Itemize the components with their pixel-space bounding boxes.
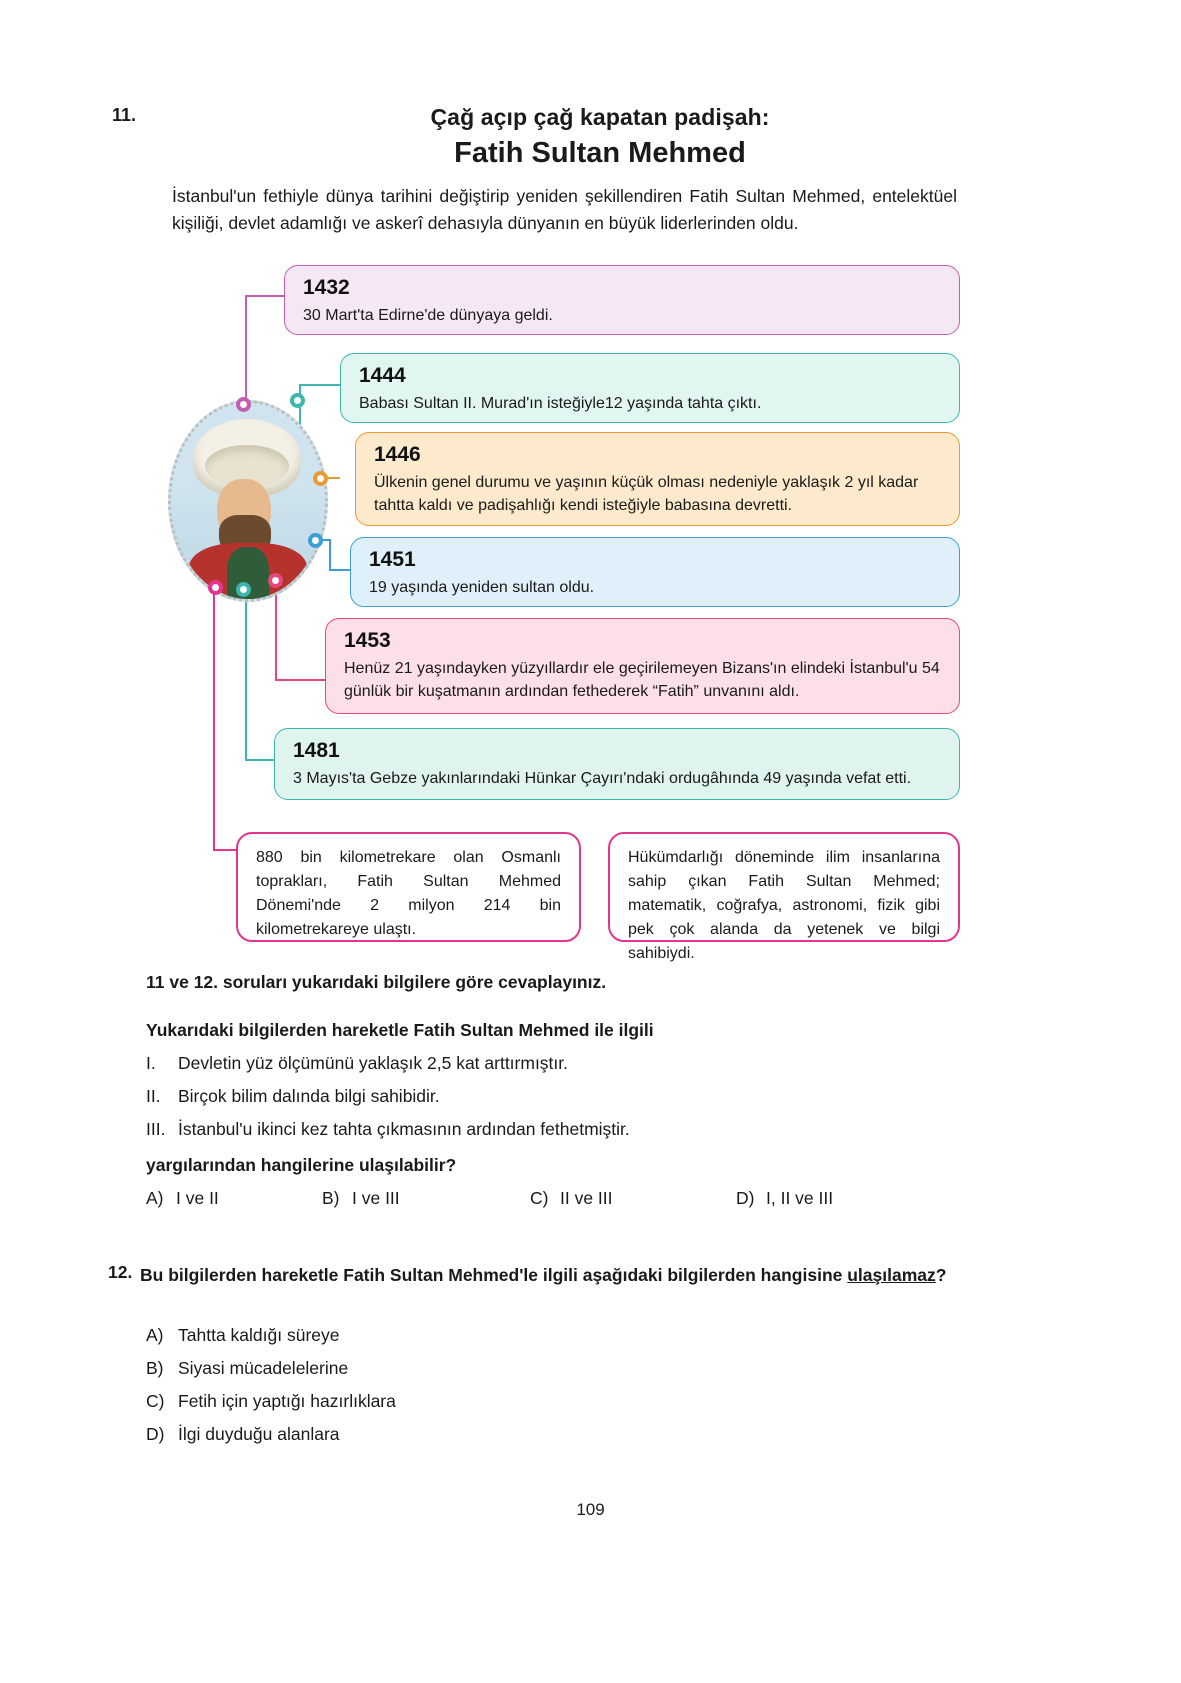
intro-paragraph: İstanbul'un fethiyle dünya tarihini değiştirip yeniden şekillendiren Fatih Sultan Mehmed, entelektüel kişiliği, devlet adamlığı ve askerî dehasıyla dünyanın en büyük liderlerinden oldu.: [172, 186, 957, 234]
callout-territory: [236, 832, 581, 942]
question-11-item-1-marker: I.: [146, 1053, 156, 1073]
question-11-option-c-marker[interactable]: C): [530, 1188, 549, 1208]
timeline-node-callout: [208, 580, 223, 595]
question-11-item-2-marker: II.: [146, 1086, 161, 1106]
timeline-event-text: Henüz 21 yaşındayken yüzyıllardır ele geçirilemeyen Bizans'ın elindeki İstanbul'u 54 günlük bir kuşatmanın ardından fethederek “Fatih” unvanını aldı.: [344, 660, 940, 701]
question-11-stem: Yukarıdaki bilgilerden hareketle Fatih Sultan Mehmed ile ilgili: [146, 1020, 654, 1040]
question-12-option-c-marker[interactable]: C): [146, 1391, 165, 1411]
question-12-option-c-text[interactable]: Fetih için yaptığı hazırlıklara: [178, 1391, 396, 1411]
page-subtitle: Çağ açıp çağ kapatan padişah:: [430, 104, 770, 130]
question-11-closing: yargılarından hangilerine ulaşılabilir?: [146, 1155, 457, 1175]
timeline-node-1432: [236, 397, 251, 412]
timeline-event-text: 3 Mayıs'ta Gebze yakınlarındaki Hünkar Çayırı'ndaki ordugâhında 49 yaşında vefat etti.: [293, 770, 912, 787]
timeline-node-1453: [268, 573, 283, 588]
timeline-node-1444: [290, 393, 305, 408]
question-11-item-3-text: İstanbul'u ikinci kez tahta çıkmasının ardından fethetmiştir.: [178, 1119, 630, 1139]
question-12-stem-underlined: ulaşılamaz: [847, 1265, 936, 1285]
question-11-option-d-marker[interactable]: D): [736, 1188, 755, 1208]
portrait-frame: [168, 400, 328, 602]
question-11-option-a-marker[interactable]: A): [146, 1188, 164, 1208]
question-11-item-2-text: Birçok bilim dalında bilgi sahibidir.: [178, 1086, 440, 1106]
questions-instruction: 11 ve 12. soruları yukarıdaki bilgilere göre cevaplayınız.: [146, 972, 607, 992]
timeline-event-text: Ülkenin genel durumu ve yaşının küçük olması nedeniyle yaklaşık 2 yıl kadar tahtta kaldı ve padişahlığı kendi isteğiyle babasına devretti.: [374, 474, 919, 515]
timeline-event-year: 1453: [344, 629, 391, 652]
question-11-item-1-text: Devletin yüz ölçümünü yaklaşık 2,5 kat arttırmıştır.: [178, 1053, 569, 1073]
timeline-event-text: 19 yaşında yeniden sultan oldu.: [369, 579, 595, 596]
portrait-fatih-sultan-mehmed: [168, 400, 322, 596]
timeline-event-1432: [284, 265, 960, 335]
timeline-node-1446: [313, 471, 328, 486]
timeline-event-year: 1451: [369, 548, 416, 571]
timeline-infographic: [0, 250, 1181, 962]
question-12-number: 12.: [108, 1262, 133, 1282]
timeline-event-text: Babası Sultan II. Murad'ın isteğiyle12 yaşında tahta çıktı.: [359, 395, 762, 412]
timeline-event-1446: [355, 432, 960, 526]
question-12-option-a-text[interactable]: Tahtta kaldığı süreye: [178, 1325, 340, 1345]
question-12-stem-part2: ?: [935, 1265, 947, 1285]
timeline-event-text: 30 Mart'ta Edirne'de dünyaya geldi.: [303, 307, 553, 324]
timeline-event-1444: [340, 353, 960, 423]
timeline-event-1451: [350, 537, 960, 607]
timeline-event-year: 1444: [359, 364, 406, 387]
question-12-option-b-marker[interactable]: B): [146, 1358, 164, 1378]
page-number: 109: [576, 1500, 605, 1519]
question-12-option-b-text[interactable]: Siyasi mücadelelerine: [178, 1358, 349, 1378]
timeline-event-year: 1432: [303, 276, 350, 299]
timeline-node-1451: [308, 533, 323, 548]
question-12-option-d-text[interactable]: İlgi duyduğu alanlara: [178, 1424, 340, 1444]
question-12-stem-part1: Bu bilgilerden hareketle Fatih Sultan Mehmed'le ilgili aşağıdaki bilgilerden hangisine: [140, 1265, 848, 1285]
callout-text: Hükümdarlığı döneminde ilim insanlarına sahip çıkan Fatih Sultan Mehmed; matematik, coğrafya, astronomi, fizik gibi pek çok alanda da yetenek ve bilgi sahibiydi.: [628, 849, 940, 962]
question-12-option-a-marker[interactable]: A): [146, 1325, 164, 1345]
timeline-event-1481: [274, 728, 960, 800]
timeline-event-year: 1446: [374, 443, 421, 466]
question-11-item-3-marker: III.: [146, 1119, 166, 1139]
callout-knowledge: [608, 832, 960, 962]
timeline-node-1481: [236, 582, 251, 597]
question-11-option-d-text[interactable]: I, II ve III: [766, 1188, 834, 1208]
question-11-option-a-text[interactable]: I ve II: [176, 1188, 219, 1208]
question-11-option-c-text[interactable]: II ve III: [560, 1188, 613, 1208]
timeline-event-year: 1481: [293, 739, 340, 762]
question-11-option-b-text[interactable]: I ve III: [352, 1188, 400, 1208]
timeline-event-1453: [325, 618, 960, 714]
question-12-option-d-marker[interactable]: D): [146, 1424, 165, 1444]
question-12-stem: [140, 1262, 970, 1289]
callout-text: 880 bin kilometrekare olan Osmanlı toprakları, Fatih Sultan Mehmed Dönemi'nde 2 milyon 214 bin kilometrekareye ulaştı.: [256, 849, 561, 938]
page-title: Fatih Sultan Mehmed: [454, 137, 746, 169]
question-11-number: 11.: [112, 105, 137, 125]
question-11-option-b-marker[interactable]: B): [322, 1188, 340, 1208]
